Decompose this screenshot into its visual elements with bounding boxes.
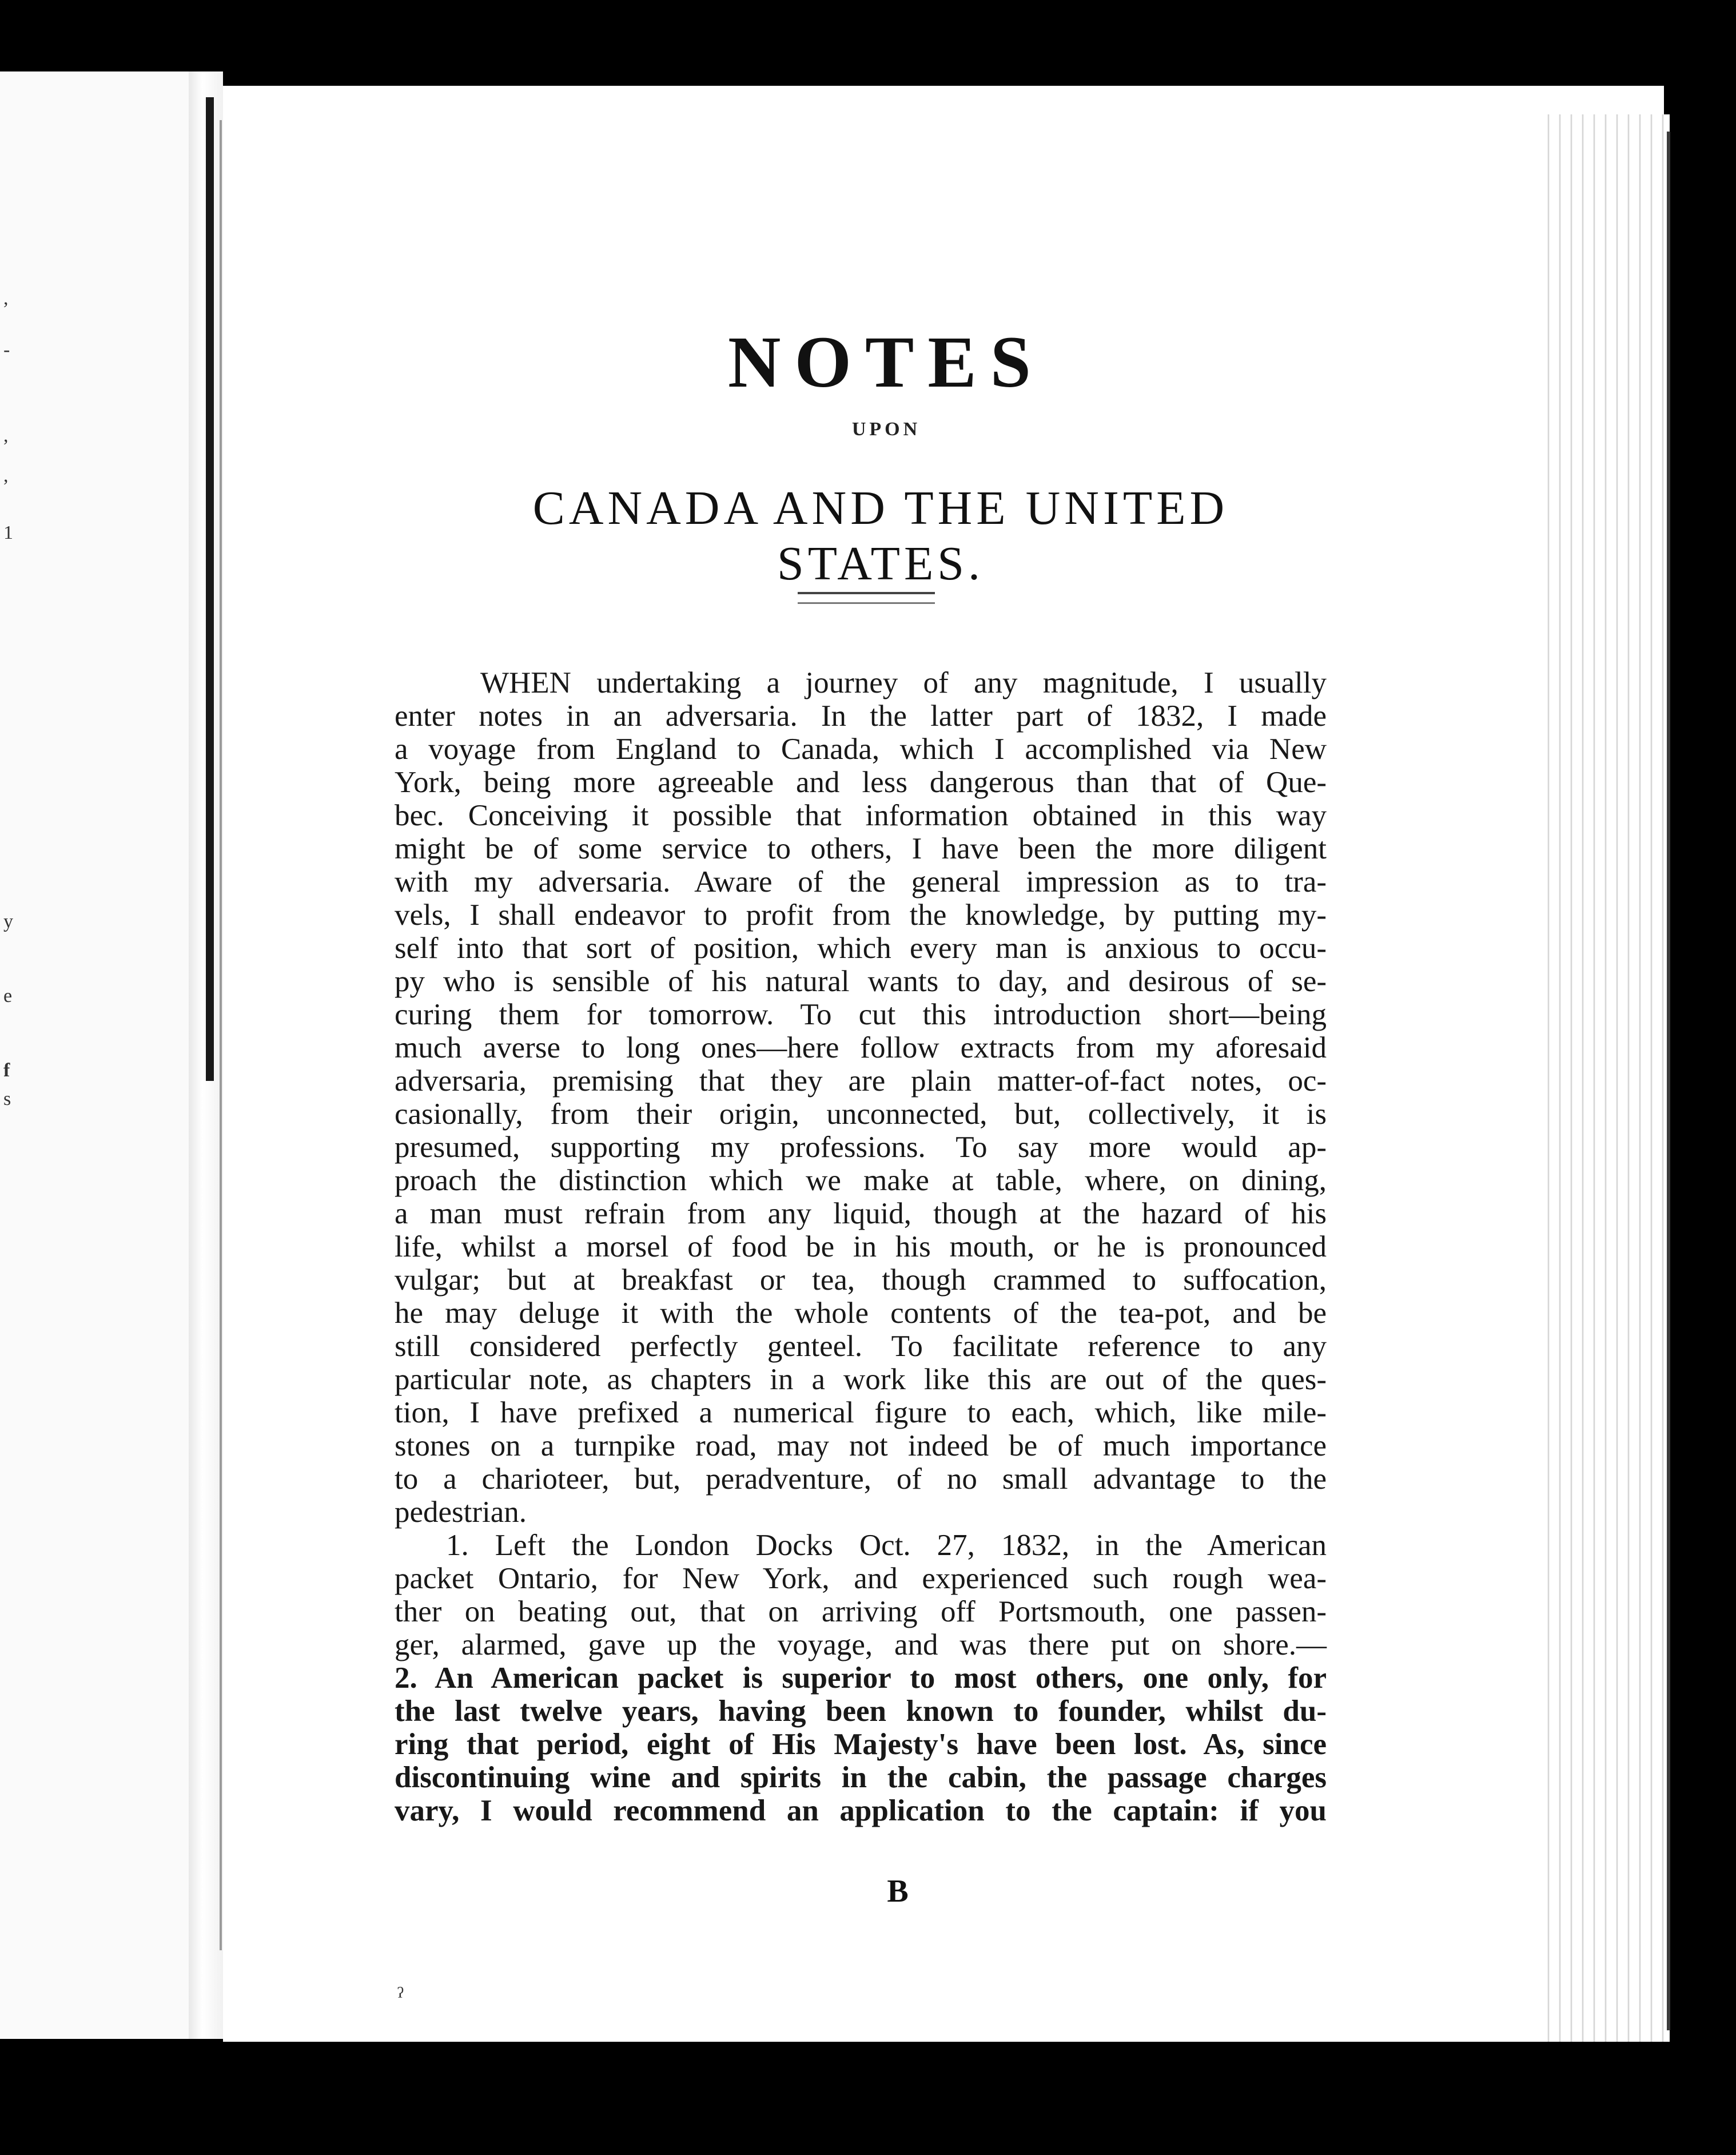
text-line: bec. Conceiving it possible that information obtained in this way [395,799,1327,832]
page-subtitle: CANADA AND THE UNITED STATES. [532,482,1229,590]
gutter-shadow [206,97,214,1081]
text-line: particular note, as chapters in a work like this are out of the ques- [395,1363,1327,1396]
gutter-fold [220,120,222,1950]
text-line: vulgar; but at breakfast or tea, though crammed to suffocation, [395,1263,1327,1297]
page-stack-border [1667,132,1670,2030]
text-line: ger, alarmed, gave up the voyage, and was there put on shore.— [395,1628,1327,1661]
text-line: curing them for tomorrow. To cut this introduction short—being [395,998,1327,1031]
text-line: a voyage from England to Canada, which I accomplished via New [395,733,1327,766]
page-stack-edges [1538,114,1670,2042]
edge-glyph: s [3,1088,11,1110]
text-line: York, being more agreeable and less dangerous than that of Que- [395,766,1327,799]
text-line: vary, I would recommend an application to the captain: if you [395,1794,1327,1827]
edge-glyph: y [3,911,13,932]
text-line: adversaria, premising that they are plain matter-of-fact notes, oc- [395,1064,1327,1098]
left-page-edge-glyphs [0,71,23,2039]
edge-glyph: f [3,1060,10,1081]
facing-left-page [0,71,189,2039]
text-line: tion, I have prefixed a numerical figure to each, which, like mile- [395,1396,1327,1429]
text-line: discontinuing wine and spirits in the cabin, the passage charges [395,1761,1327,1794]
text-line: still considered perfectly genteel. To facilitate reference to any [395,1330,1327,1363]
text-line: ther on beating out, that on arriving off Portsmouth, one passen- [395,1595,1327,1628]
text-line: packet Ontario, for New York, and experienced such rough wea- [395,1562,1327,1595]
scan-speck: ˀ [397,1982,404,2010]
text-line: self into that sort of position, which every man is anxious to occu- [395,932,1327,965]
text-line: py who is sensible of his natural wants to day, and desirous of se- [395,965,1327,998]
edge-glyph: - [3,339,10,360]
title-connector: UPON [851,419,921,440]
text-line: to a charioteer, but, peradventure, of no small advantage to the [395,1462,1327,1496]
text-line: proach the distinction which we make at table, where, on dining, [395,1164,1327,1197]
text-line: much averse to long ones—here follow extracts from my aforesaid [395,1031,1327,1064]
signature-mark: B [887,1874,909,1909]
text-line: ring that period, eight of His Majesty's have been lost. As, since [395,1728,1327,1761]
text-line: pedestrian. [395,1496,527,1529]
text-line: casionally, from their origin, unconnected, but, collectively, it is [395,1098,1327,1131]
text-line: life, whilst a morsel of food be in his mouth, or he is pronounced [395,1230,1327,1263]
edge-glyph: , [3,465,9,486]
text-line: stones on a turnpike road, may not indeed be of much importance [395,1429,1327,1462]
page-title: NOTES [728,321,1045,403]
text-line: 1. Left the London Docks Oct. 27, 1832, in the American [446,1529,1327,1562]
body-text [395,666,1327,1827]
text-line: with my adversaria. Aware of the general impression as to tra- [395,865,1327,898]
title-rule [798,592,935,604]
text-line: a man must refrain from any liquid, though at the hazard of his [395,1197,1327,1230]
text-line: might be of some service to others, I have been the more diligent [395,832,1327,865]
edge-glyph: e [3,985,13,1007]
text-line: enter notes in an adversaria. In the latter part of 1832, I made [395,699,1327,733]
edge-glyph: , [3,425,9,446]
text-line: presumed, supporting my professions. To say more would ap- [395,1131,1327,1164]
edge-glyph: 1 [3,522,13,543]
text-line: vels, I shall endeavor to profit from the knowledge, by putting my- [395,898,1327,932]
text-line: WHEN undertaking a journey of any magnitude, I usually [480,666,1327,699]
text-line: 2. An American packet is superior to most others, one only, for [395,1661,1327,1695]
text-line: he may deluge it with the whole contents of the tea-pot, and be [395,1297,1327,1330]
edge-glyph: , [3,288,9,309]
text-line: the last twelve years, having been known to founder, whilst du- [395,1695,1327,1728]
